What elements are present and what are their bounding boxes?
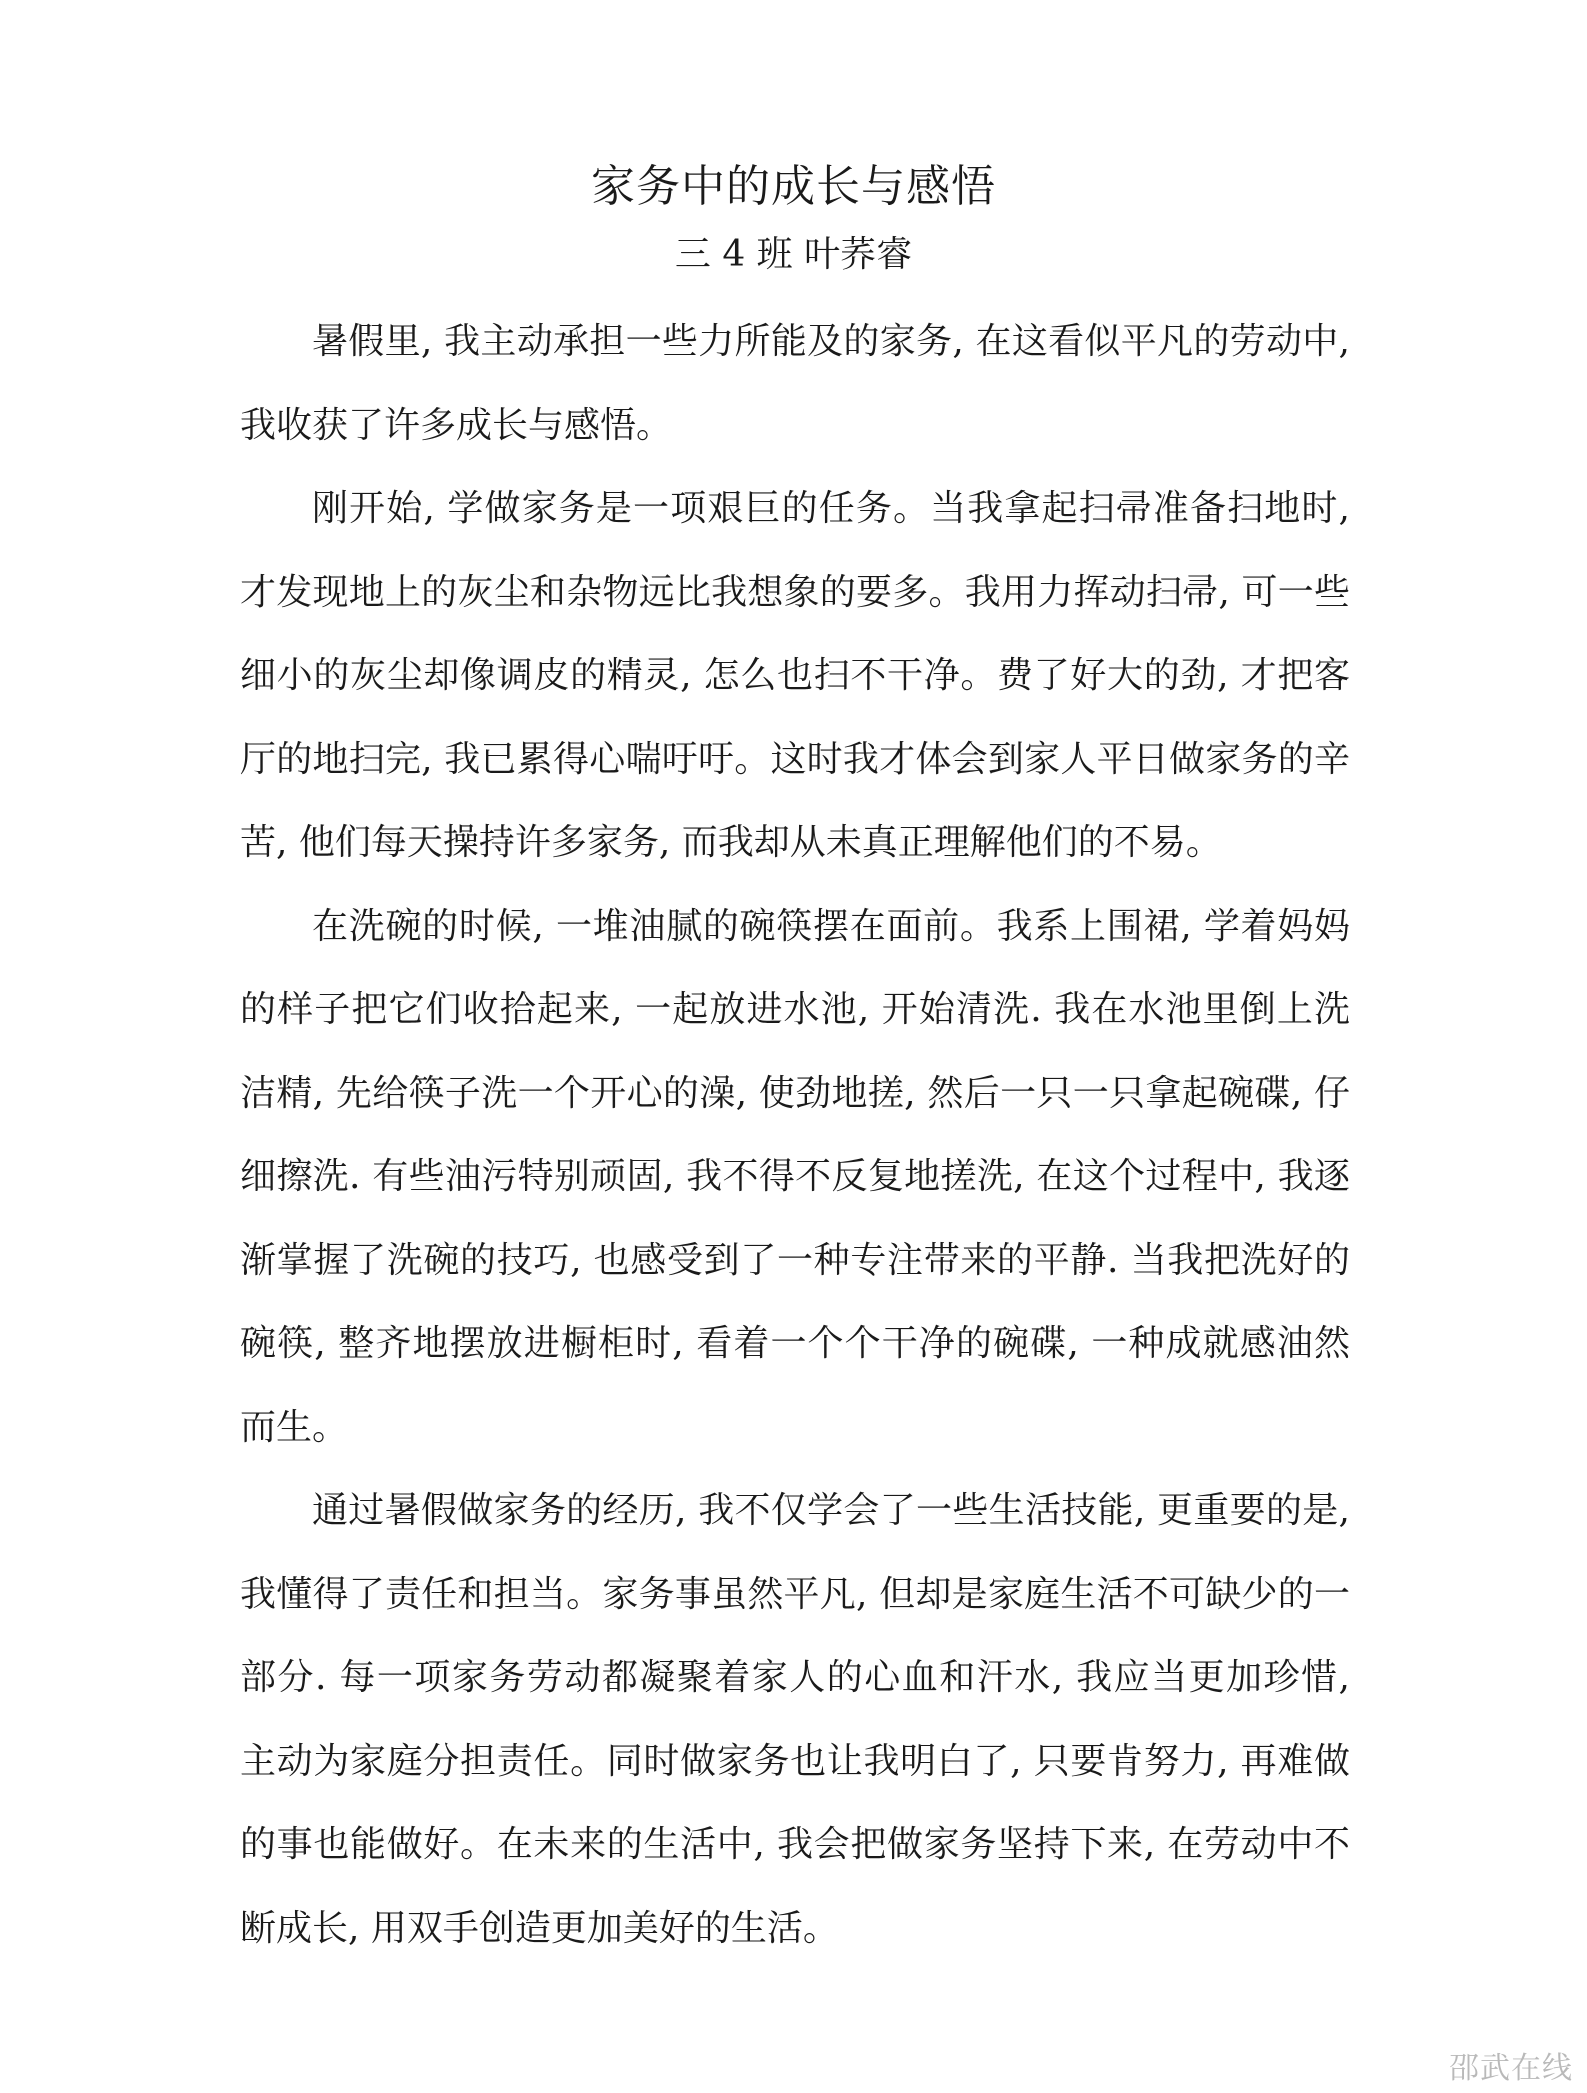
watermark-text: 邵武在线 <box>1449 2051 1573 2086</box>
paragraph: 暑假里, 我主动承担一些力所能及的家务, 在这看似平凡的劳动中, 我收获了许多成长与感悟。 <box>240 321 1350 446</box>
paragraph: 刚开始, 学做家务是一项艰巨的任务。当我拿起扫帚准备扫地时, 才发现地上的灰尘和杂物远比我想象的要多。我用力挥动扫帚, 可一些细小的灰尘却像调皮的精灵, 怎么也扫不干净。费了好大的劲, 才把客厅的地扫完, 我已累得心喘吁吁。这时我才体会到家人平日做家务的辛苦, 他们每天操持许多家务, 而我却从未真正理解他们的不易。 <box>240 488 1350 863</box>
author-byline: 三 4 班 叶荞睿 <box>674 234 913 275</box>
paragraph: 通过暑假做家务的经历, 我不仅学会了一些生活技能, 更重要的是, 我懂得了责任和担当。家务事虽然平凡, 但却是家庭生活不可缺少的一部分. 每一项家务劳动都凝聚着家人的心血和汗水, 我应当更加珍惜, 主动为家庭分担责任。同时做家务也让我明白了, 只要肯努力, 再难做的事也能做好。在未来的生活中, 我会把做家务坚持下来, 在劳动中不断成长, 用双手创造更加美好的生活。 <box>240 1490 1350 1949</box>
paragraph: 在洗碗的时候, 一堆油腻的碗筷摆在面前。我系上围裙, 学着妈妈的样子把它们收拾起来, 一起放进水池, 开始清洗. 我在水池里倒上洗洁精, 先给筷子洗一个开心的澡, 使劲地搓, 然后一只一只拿起碗碟, 仔细擦洗. 有些油污特别顽固, 我不得不反复地搓洗, 在这个过程中, 我逐渐掌握了洗碗的技巧, 也感受到了一种专注带来的平静. 当我把洗好的碗筷, 整齐地摆放进橱柜时, 看着一个个干净的碗碟, 一种成就感油然而生。 <box>240 905 1350 1448</box>
document-title: 家务中的成长与感悟 <box>591 161 996 212</box>
document-body <box>240 300 1350 1970</box>
